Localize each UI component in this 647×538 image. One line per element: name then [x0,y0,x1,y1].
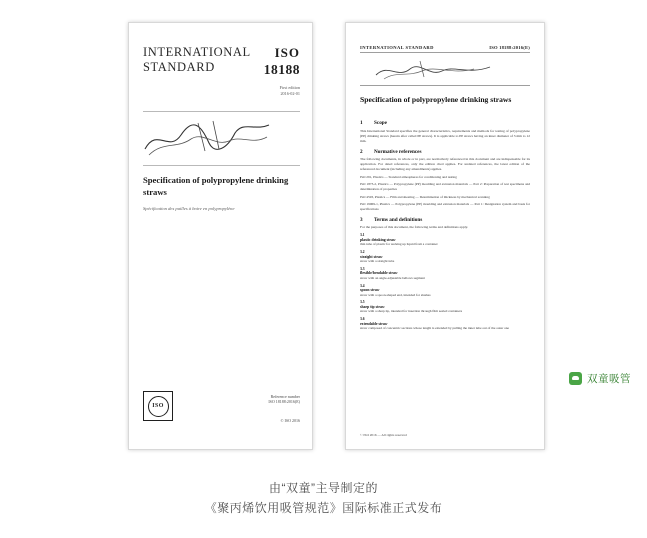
caption-line-2: 《聚丙烯饮用吸管规范》国际标准正式发布 [204,501,443,515]
term-name: flexible/bendable straw [360,271,398,276]
cover-divider-top [143,111,300,112]
term-number: 3.6 [360,317,365,322]
term-entry [360,317,530,331]
term-number: 3.3 [360,266,365,271]
cover-iso-word: ISO [274,45,300,60]
caption [0,478,647,518]
cover-title: Specification of polypropylene drinking straws [143,175,289,197]
cover-subtitle: Spécification des pailles à boire en polypropylène [143,206,235,211]
section-1-paragraph: This International Standard specifies the general characteristics, requirements and methods for testing of polypropylene (PP) drinking straws (herein after called PP straws). It is applicable to PP straws having an inner diameter of 3 mm to 12 mm. [360,128,530,143]
term-number: 3.1 [360,233,365,238]
inner-body [360,115,530,423]
iso-cover-page [128,22,313,450]
cover-copyright: © ISO 2016 [280,418,300,423]
cover-divider-bottom [143,165,300,166]
cover-iso-number: 18188 [263,62,300,77]
term-definition: straw composed of concentric sections whose length is extended by pulling the inner tube out of the outer one [360,326,509,331]
inner-header-right: ISO 18188:2016(E) [489,45,530,50]
inner-header-divider [360,85,530,86]
section-heading-terms-and-definitions [360,217,530,223]
term-definition: straw with a sharp tip, intended for insertion through film sealed containers [360,309,463,314]
section-number-2: 2 [360,148,363,155]
cover-standard-label-line2: STANDARD [143,60,215,74]
cover-standard-label-line1: INTERNATIONAL [143,45,251,59]
section-number-3: 3 [360,216,363,223]
term-entry [360,284,530,298]
section-number-1: 1 [360,120,363,126]
cover-edition-line2: 2016-02-01 [280,91,300,96]
section-2-paragraph: The following documents, in whole or in part, are normatively referenced in this document and are indispensable for its application. For dated references, only the edition cited applies. For undated references, the latest edition of the referenced document (including any amendments) applies. [360,157,530,171]
shuangtong-logo-icon [569,372,582,385]
handwritten-scribble-icon [143,119,273,159]
section-3-paragraph: For the purposes of this document, the following terms and definitions apply. [360,225,468,230]
term-entry [360,233,530,247]
term-name: spoon straw [360,288,380,293]
cover-edition-line1: First edition [279,85,300,90]
cover-iso-block [264,45,300,78]
inner-document-title: Specification of polypropylene drinking straws [360,95,512,104]
iso-logo-icon [143,391,173,421]
inner-footer: © ISO 2016 — All rights reserved [360,433,407,437]
section-heading-scope [360,120,530,126]
caption-line-1: 由“双童”主导制定的 [269,481,378,495]
term-number: 3.5 [360,300,365,305]
inner-header-left: INTERNATIONAL STANDARD [360,45,434,50]
section-title-1: Scope [374,120,387,126]
watermark [569,371,631,386]
term-definition: straw with a spoon-shaped end, intended for slushes [360,292,431,297]
normative-reference-item: ISO 1873-2, Plastics — Polypropylene (PP) moulding and extrusion materials — Part 2: Preparation of test specimens and determination of properties [360,182,530,192]
term-entry [360,267,530,281]
section-title-3: Terms and definitions [374,216,423,223]
watermark-text: 双童吸管 [587,373,631,385]
term-number: 3.4 [360,283,365,288]
cover-standard-label [143,45,251,75]
handwritten-annotation-icon [374,59,492,81]
section-title-2: Normative references [374,148,422,155]
cover-edition [280,85,300,97]
cover-reference [268,394,300,405]
normative-reference-item: ISO 4593, Plastics — Film and sheeting — Determination of thickness by mechanical scanning [360,194,490,199]
term-definition: thin tube of plastic for sucking up liquid from a container [360,242,438,247]
term-definition: straw with a straight tube [360,259,395,264]
term-name: straight straw [360,254,383,259]
inner-running-header [360,45,530,53]
cover-footer [143,389,300,435]
section-heading-normative-references [360,149,530,155]
term-entry [360,300,530,314]
iso-content-page [345,22,545,450]
term-name: sharp tip straw [360,304,385,309]
normative-reference-item: ISO 19069-1, Plastics — Polypropylene (PP) moulding and extrusion materials — Part 1: Designation system and basis for specifications [360,201,530,211]
cover-reference-line2: ISO 18188:2016(E) [268,399,300,405]
term-name: extendable straw [360,321,388,326]
term-number: 3.2 [360,250,365,255]
iso-logo-text: ISO [148,396,169,417]
term-definition: straw with an angle-adjustable bellows segment [360,275,425,280]
cover-reference-line1: Reference number [270,393,300,399]
term-name: plastic drinking straw [360,237,396,242]
term-entry [360,250,530,264]
normative-reference-item: ISO 291, Plastics — Standard atmospheres for conditioning and testing [360,175,457,179]
